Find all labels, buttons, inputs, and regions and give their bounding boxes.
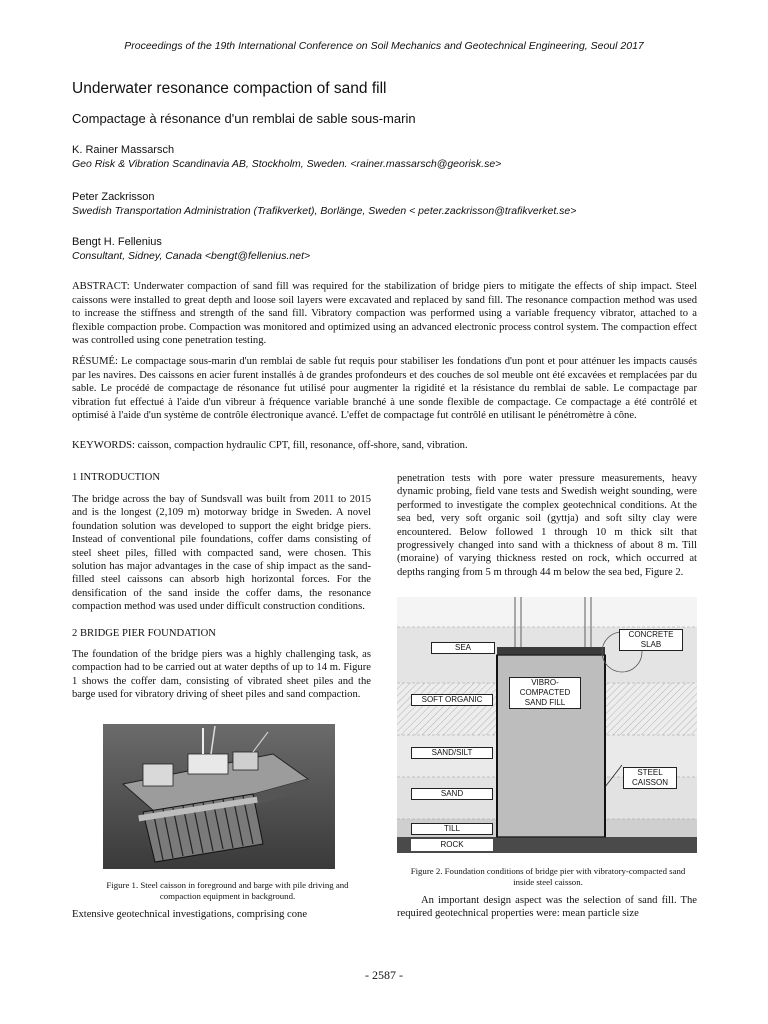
figure-1-caption: Figure 1. Steel caisson in foreground and barge with pile driving and compaction equipment in background. <box>106 880 349 901</box>
label-rock: ROCK <box>411 839 493 851</box>
figure-2-diagram <box>397 597 697 853</box>
paper-subtitle: Compactage à résonance d'un remblai de sable sous-marin <box>72 111 416 126</box>
intro-paragraph: The bridge across the bay of Sundsvall was built from 2011 to 2015 and is the longest (2,109 m) motorway bridge in Sweden. A novel foundation solution was developed to support the eight bridge piers. Instead of conventional pile foundations, coffer dams consisting of steel sheet piles, filled with compacted sand, were chosen. This solution has major advantages in the case of ship impact as the sand-filled steel caissons can absorb high horizontal forces. For the densification of the sand inside the coffer dams, the resonance compaction method was used under difficult construction conditions. <box>72 494 371 613</box>
keywords: KEYWORDS: caisson, compaction hydraulic CPT, fill, resonance, off-shore, sand, vibration. <box>72 440 468 451</box>
abstract: ABSTRACT: Underwater compaction of sand fill was required for the stabilization of bridge piers to mitigate the effects of ship impact. Steel caissons were installed to great depth and loose soil layers were excavated and replaced by sand fill. The resonance compaction method was used to increase the stiffness and strength of the sand fill. Vibratory compaction was performed using a variable frequency vibrator, attached to a flexible compaction probe. Compaction was monitored and optimized using an advanced electronic process control system. The compaction effect was controlled using cone penetration testing. <box>72 281 697 347</box>
resume: RÉSUMÉ: Le compactage sous-marin d'un remblai de sable fut requis pour stabiliser les fondations d'un pont et pour atténuer les impacts causés par les navires. Des caissons en acier furent installés à de grandes profondeurs et des couches de sol meuble ont été excavées et remplacées par du sable. Le procédé de compactage de résonance fut utilisé pour augmenter la rigidité et la résistance du remblai de sable. Le compactage par vibration fut effectué à l'aide d'un vibreur à fréquence variable branché à une sonde flexible de compactage. Ce compactage a été contrôlé et optimisé à l'aide d'un système de contrôle électronique avancé. L'effet de compactage fut contrôlé en utilisant le pénétromètre à cône. <box>72 356 697 422</box>
figure-1-photo <box>103 724 335 869</box>
running-header: Proceedings of the 19th International Conference on Soil Mechanics and Geotechnical Engineering, Seoul 2017 <box>124 40 644 52</box>
label-vibro-compacted: VIBRO-COMPACTED SAND FILL <box>509 677 581 709</box>
section-heading-introduction: 1 INTRODUCTION <box>72 472 160 483</box>
author-affiliation: Consultant, Sidney, Canada <bengt@fellenius.net> <box>72 250 311 262</box>
author-name: Peter Zackrisson <box>72 191 155 203</box>
label-sand: SAND <box>411 788 493 800</box>
figure-2-caption: Figure 2. Foundation conditions of bridge pier with vibratory-compacted sand inside steel caisson. <box>410 866 686 887</box>
label-soft-organic: SOFT ORGANIC <box>411 694 493 706</box>
paper-title: Underwater resonance compaction of sand fill <box>72 80 387 97</box>
label-till: TILL <box>411 823 493 835</box>
bridge-pier-paragraph: The foundation of the bridge piers was a highly challenging task, as compaction had to be carried out at water depths of up to 14 m. Figure 1 shows the coffer dam, consisting of vibrated sheet piles and the barge used for vibratory driving of sheet piles and sand compaction. <box>72 649 371 701</box>
author-name: K. Rainer Massarsch <box>72 144 175 156</box>
investigations-paragraph: Extensive geotechnical investigations, comprising cone <box>72 909 308 920</box>
sand-fill-paragraph: An important design aspect was the selection of sand fill. The required geotechnical properties were: mean particle size <box>397 895 697 920</box>
label-sand-silt: SAND/SILT <box>411 747 493 759</box>
author-affiliation: Swedish Transportation Administration (Trafikverket), Borlänge, Sweden < peter.zackrisson@trafikverket.se> <box>72 205 577 217</box>
label-sea: SEA <box>431 642 495 654</box>
author-name: Bengt H. Fellenius <box>72 236 162 248</box>
label-concrete-slab: CONCRETE SLAB <box>619 629 683 651</box>
author-affiliation: Geo Risk & Vibration Scandinavia AB, Stockholm, Sweden. <rainer.massarsch@georisk.se> <box>72 158 502 170</box>
section-heading-bridge-pier: 2 BRIDGE PIER FOUNDATION <box>72 628 216 639</box>
label-steel-caisson: STEEL CAISSON <box>623 767 677 789</box>
page-number: - 2587 - <box>365 968 403 982</box>
geotechnical-paragraph: penetration tests with pore water pressure measurements, heavy dynamic probing, field vane tests and Swedish weight sounding, were performed to investigate the complex geotechnical conditions. At the sea bed, very soft organic soil (gyttja) and soft silty clay were encountered. Below followed 1 through 10 m thick silt that progressively changed into sand with a thickness of about 8 m. Till (moraine) of varying thickness rested on rock, which occurred at depths ranging from 5 m through 44 m below the sea bed, Figure 2. <box>397 473 697 578</box>
